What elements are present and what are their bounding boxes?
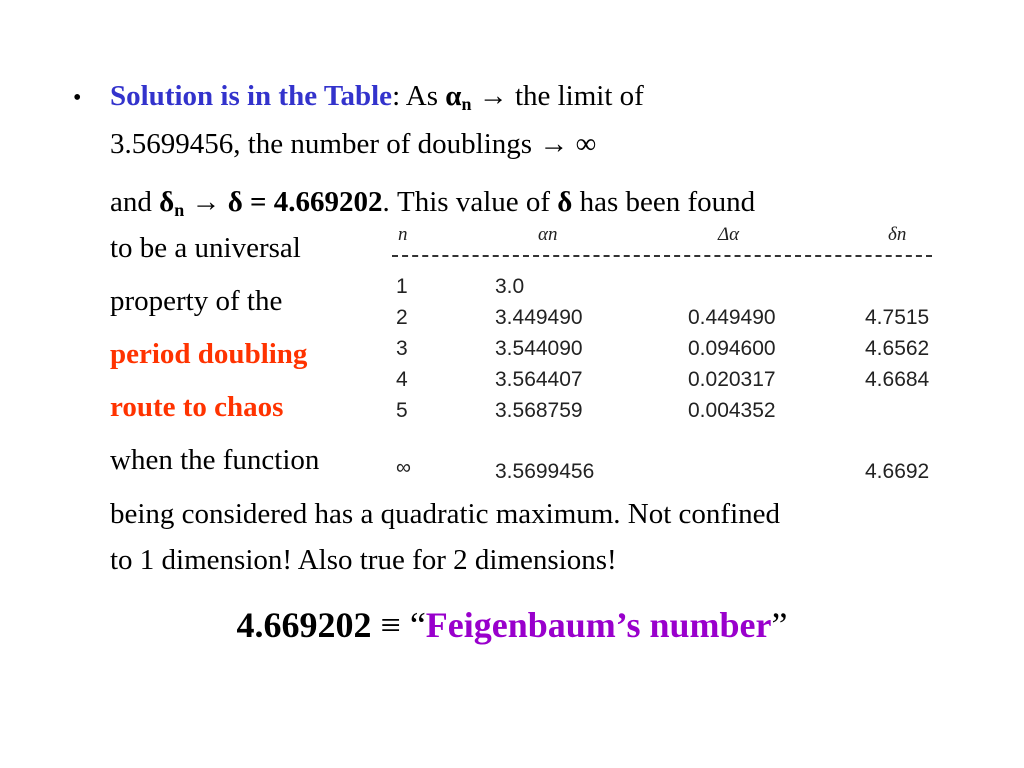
cell-alpha: 3.5699456 (495, 460, 595, 483)
delta-subscript: n (174, 200, 185, 220)
text-has-been-found: has been found (572, 186, 756, 218)
cell-delta-alpha: 0.020317 (688, 368, 776, 391)
cell-delta-alpha: 0.004352 (688, 399, 776, 422)
left-line-route-to-chaos: route to chaos (110, 391, 284, 423)
cell-delta-n: 4.7515 (865, 306, 930, 329)
cell-n: 1 (396, 275, 408, 298)
delta-symbol-2: δ (557, 186, 573, 218)
feigenbaum-name: Feigenbaum’s number (425, 605, 772, 645)
header-delta-alpha: Δα (718, 224, 740, 245)
cell-delta-alpha: 0.094600 (688, 337, 776, 360)
left-line-universal: to be a universal (110, 232, 301, 264)
left-line-property: property of the (110, 285, 283, 317)
cell-alpha: 3.0 (495, 275, 525, 298)
cell-n: 3 (396, 337, 408, 360)
delta-symbol: δ (159, 186, 175, 218)
cell-delta-alpha: 0.449490 (688, 306, 776, 329)
close-quote: ” (771, 605, 788, 645)
feigenbaum-statement (0, 604, 1024, 646)
bullet-marker: • (73, 85, 82, 111)
feigenbaum-table (392, 218, 942, 493)
delta-value: → δ = 4.669202 (184, 186, 383, 218)
cell-n: 2 (396, 306, 408, 329)
feigenbaum-value: 4.669202 (236, 605, 372, 645)
paragraph-line-1 (110, 79, 644, 121)
text-limit: the limit of (514, 80, 644, 112)
cell-alpha: 3.544090 (495, 337, 583, 360)
header-alpha-n: αn (538, 224, 558, 245)
cell-alpha: 3.564407 (495, 368, 583, 391)
header-delta-n: δn (888, 224, 907, 245)
header-n: n (398, 224, 408, 245)
cell-alpha: 3.568759 (495, 399, 583, 422)
text-value-of: . This value of (382, 186, 558, 218)
cell-delta-n: 4.6684 (865, 368, 930, 391)
text-and: and (110, 186, 160, 218)
cell-n: ∞ (396, 456, 411, 479)
heading-solution: Solution is in the Table (110, 80, 393, 112)
cell-alpha: 3.449490 (495, 306, 583, 329)
left-line-period-doubling: period doubling (110, 338, 308, 370)
cell-delta-n: 4.6692 (865, 460, 930, 483)
paragraph-line-2: 3.5699456, the number of doublings → ∞ (110, 128, 597, 160)
cell-n: 5 (396, 399, 408, 422)
alpha-symbol: α (445, 80, 462, 112)
arrow-1: → (471, 80, 515, 112)
left-line-when-function: when the function (110, 444, 320, 476)
paragraph-line-quadratic: being considered has a quadratic maximum. Not confined (110, 498, 781, 530)
paragraph-line-dimensions: to 1 dimension! Also true for 2 dimensions! (110, 544, 617, 576)
cell-n: 4 (396, 368, 408, 391)
alpha-subscript: n (461, 94, 472, 114)
table-header-divider (392, 255, 932, 257)
cell-delta-n: 4.6562 (865, 337, 930, 360)
text-as: : As (392, 80, 446, 112)
equiv-symbol: ≡ “ (371, 605, 426, 645)
